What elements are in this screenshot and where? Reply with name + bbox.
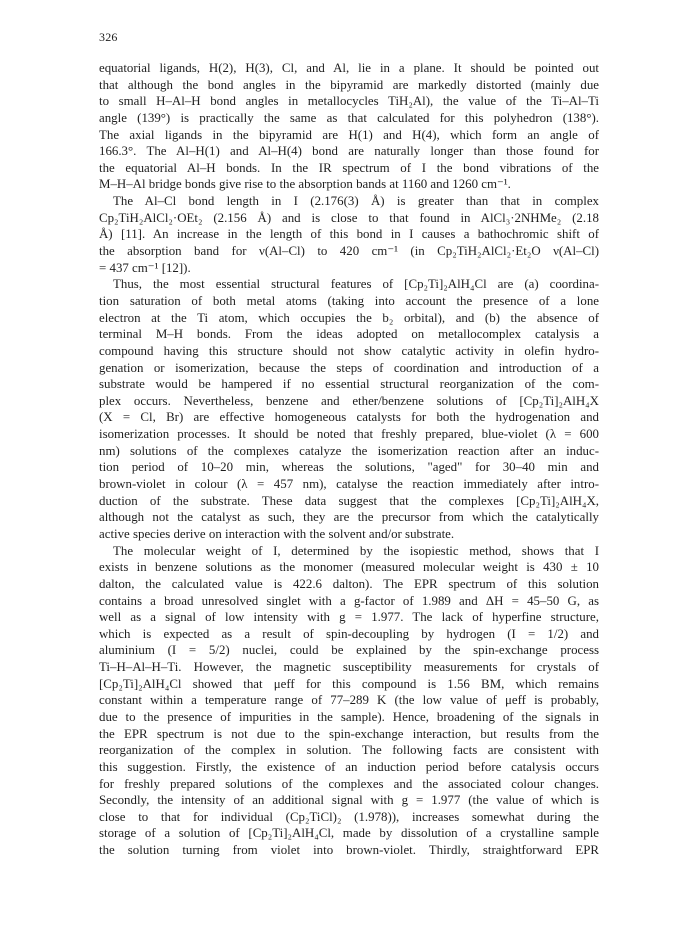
text-line: = 437 cm⁻¹ [12]). bbox=[99, 260, 191, 275]
text-line: [Cp₂Ti]₂AlH₄Cl showed that μeff for this compound is 1.56 BM, which remains bbox=[99, 676, 599, 691]
text-line: The Al–Cl bond length in I (2.176(3) Å) is greater than that in complex bbox=[113, 194, 599, 209]
text-line: Å) [11]. An increase in the length of this bond in I causes a bathochromic shift of bbox=[99, 227, 599, 242]
text-line: tion saturation of both metal atoms (taking into account the presence of a lone bbox=[99, 293, 599, 308]
text-line: that although the bond angles in the bipyramid are markedly distorted (mainly due bbox=[99, 77, 599, 92]
text-line: nm) solutions of the complexes catalyze the isomerization reaction after an induc- bbox=[99, 443, 599, 458]
paragraph bbox=[99, 193, 599, 276]
text-line: reorganization of the complex in solution. The following facts are consistent with bbox=[99, 743, 599, 758]
text-line: The molecular weight of I, determined by the isopiestic method, shows that I bbox=[113, 543, 599, 558]
page-number: 326 bbox=[99, 30, 118, 44]
text-line: Ti–H–Al–H–Ti. However, the magnetic susceptibility measurements for crystals of bbox=[99, 660, 599, 675]
text-line: M–H–Al bridge bonds give rise to the absorption bands at 1160 and 1260 cm⁻¹. bbox=[99, 177, 511, 192]
text-line: substrate would be hampered if no essential structural reorganization of the com- bbox=[99, 377, 599, 392]
text-line: dalton, the calculated value is 422.6 dalton). The EPR spectrum of this solution bbox=[99, 576, 599, 591]
text-line: duction of the substrate. These data suggest that the complexes [Cp₂Ti]₂AlH₄X, bbox=[99, 493, 599, 508]
text-line: the equatorial Al–H bonds. In the IR spectrum of I the bond vibrations of the bbox=[99, 160, 599, 175]
text-line: although not the catalyst as such, they are the precursor from which the catalytically bbox=[99, 510, 599, 525]
text-line: 166.3°. The Al–H(1) and Al–H(4) bond are naturally longer than those found for bbox=[99, 144, 599, 159]
text-line: the EPR spectrum is not due to the spin-exchange interaction, but results from the bbox=[99, 726, 599, 741]
paragraph bbox=[99, 543, 599, 859]
text-line: due to the presence of impurities in the sample). Hence, broadening of the signals in bbox=[99, 709, 599, 724]
text-line: The axial ligands in the bipyramid are H(1) and H(4), which form an angle of bbox=[99, 127, 599, 142]
text-line: Secondly, the intensity of an additional signal with g = 1.977 (the value of which is bbox=[99, 793, 599, 808]
text-line: tion period of 10–20 min, whereas the solutions, "aged" for 30–40 min and bbox=[99, 460, 599, 475]
text-line: isomerization processes. It should be noted that freshly prepared, blue-violet (λ = 600 bbox=[99, 427, 599, 442]
text-line: well as a signal of low intensity with g = 1.977. The lack of hyperfine structure, bbox=[99, 610, 599, 625]
text-line: genation or isomerization, because the steps of coordination and introduction of a bbox=[99, 360, 599, 375]
text-line: compound having this structure should not show catalytic activity in olefin hydro- bbox=[99, 343, 599, 358]
text-line: Cp₂TiH₂AlCl₂·OEt₂ (2.156 Å) and is close to that found in AlCl₃·2NHMe₂ (2.18 bbox=[99, 210, 599, 225]
text-line: brown-violet in colour (λ = 457 nm), catalyse the reaction immediately after intro- bbox=[99, 477, 599, 492]
text-line: angle (139°) is practically the same as that calculated for this polyhedron (138°). bbox=[99, 110, 599, 125]
text-line: storage of a solution of [Cp₂Ti]₂AlH₄Cl, made by dissolution of a crystalline sample bbox=[99, 826, 599, 841]
text-line: the absorption band for ν(Al–Cl) to 420 cm⁻¹ (in Cp₂TiH₂AlCl₂·Et₂O ν(Al–Cl) bbox=[99, 244, 599, 259]
text-line: which is expected as a result of spin-decoupling by hydrogen (I = 1/2) and bbox=[99, 626, 599, 641]
text-line: exists in benzene solutions as the monomer (measured molecular weight is 430 ± 10 bbox=[99, 560, 599, 575]
text-line: active species derive on interaction with the solvent and/or substrate. bbox=[99, 526, 455, 541]
body-text bbox=[99, 60, 599, 859]
paragraph bbox=[99, 60, 599, 193]
text-line: Thus, the most essential structural features of [Cp₂Ti]₂AlH₄Cl are (a) coordina- bbox=[113, 277, 599, 292]
text-line: the solution turning from violet into brown-violet. Thirdly, straightforward EPR bbox=[99, 843, 599, 858]
text-line: for freshly prepared solutions of the complexes and the associated colour changes. bbox=[99, 776, 599, 791]
text-line: aluminium (I = 5/2) nuclei, could be explained by the spin-exchange process bbox=[99, 643, 599, 658]
text-line: contains a broad unresolved singlet with a g-factor of 1.989 and ΔH = 45–50 G, as bbox=[99, 593, 599, 608]
text-line: to small H–Al–H bond angles in metallocycles TiH₂Al), the value of the Ti–Al–Ti bbox=[99, 94, 599, 109]
text-line: equatorial ligands, H(2), H(3), Cl, and Al, lie in a plane. It should be pointed out bbox=[99, 61, 599, 75]
text-line: close to that for individual (Cp₂TiCl)₂ (1.978)), increases somewhat during the bbox=[99, 809, 599, 824]
paragraph bbox=[99, 276, 599, 542]
text-line: plex occurs. Nevertheless, benzene and ether/benzene solutions of [Cp₂Ti]₂AlH₄X bbox=[99, 393, 599, 408]
text-line: constant within a temperature range of 77–289 K (the low value of μeff is probably, bbox=[99, 693, 599, 708]
text-line: electron at the Ti atom, which occupies the b₂ orbital), and (b) the absence of bbox=[99, 310, 599, 325]
text-line: terminal M–H bonds. From the ideas adopted on metallocomplex catalysis a bbox=[99, 327, 599, 342]
text-line: this suggestion. Firstly, the existence of an induction period before catalysis occurs bbox=[99, 759, 599, 774]
text-line: (X = Cl, Br) are effective homogeneous catalysts for both the hydrogenation and bbox=[99, 410, 599, 425]
